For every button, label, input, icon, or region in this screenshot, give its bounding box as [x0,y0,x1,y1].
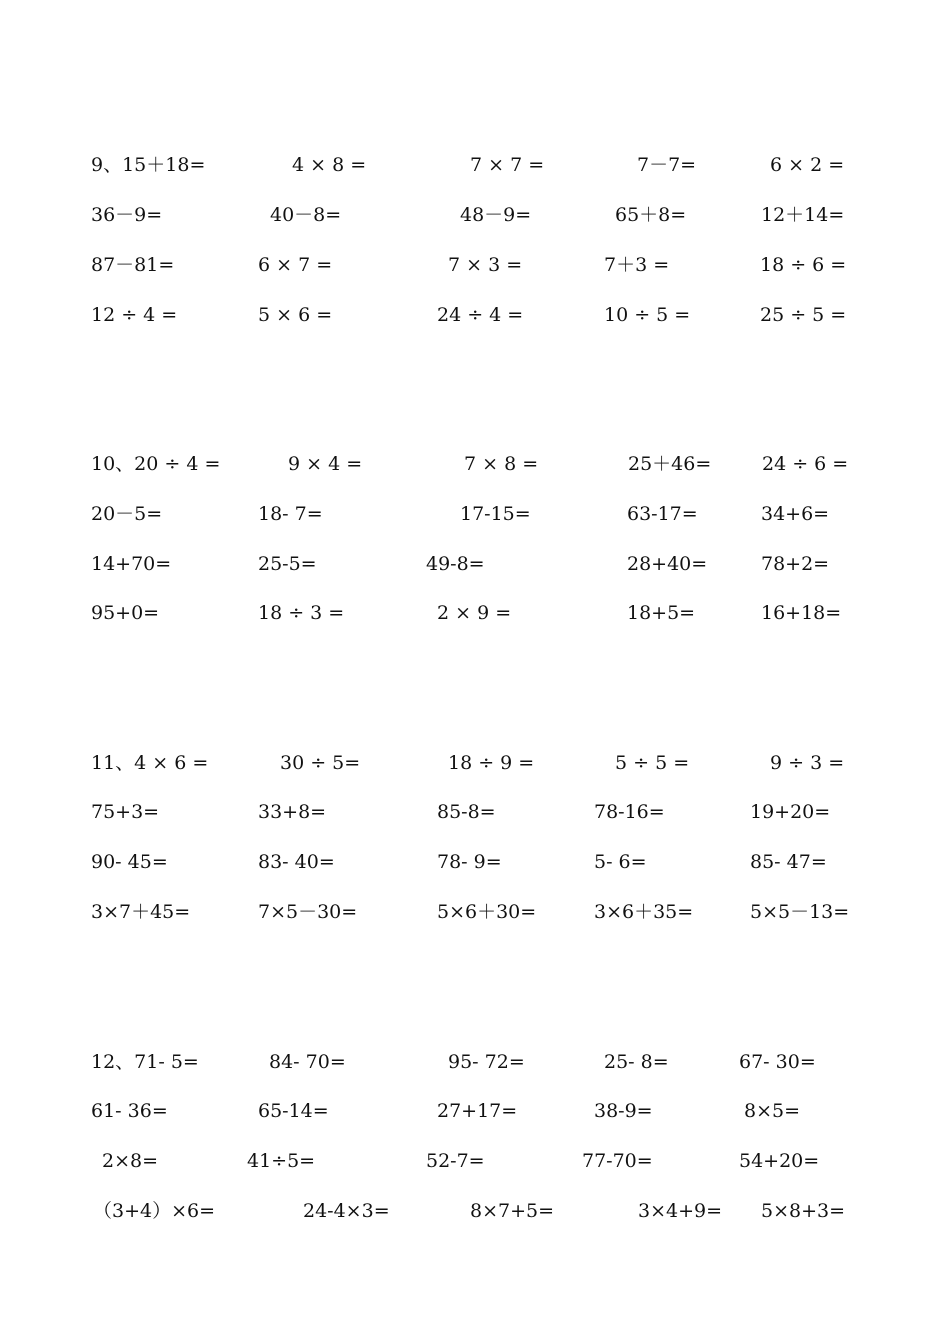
problem: 90- 45= [91,851,168,873]
problem: 4 × 8 = [292,154,367,176]
problem: 10、20 ÷ 4 = [91,453,221,475]
problem: 9、15＋18= [91,154,206,176]
problem: 12 ÷ 4 = [91,304,178,326]
problem: 14+70= [91,553,172,575]
problem: 3×6＋35= [594,901,694,923]
problem: 87－81= [91,254,175,276]
problem: 67- 30= [739,1051,816,1073]
problem: 63-17= [627,503,698,525]
problem: 27+17= [437,1100,518,1122]
problem: 61- 36= [91,1100,168,1122]
problem: 24 ÷ 6 = [762,453,849,475]
problem: 24-4×3= [303,1200,390,1222]
problem: 5×6＋30= [437,901,537,923]
problem: 65＋8= [615,204,687,226]
problem: 25- 8= [604,1051,669,1073]
problem: 20－5= [91,503,163,525]
problem: 9 × 4 = [288,453,363,475]
problem: 40－8= [270,204,342,226]
problem: 78- 9= [437,851,502,873]
problem: 77-70= [582,1150,653,1172]
problem: 78-16= [594,801,665,823]
problem: 84- 70= [269,1051,346,1073]
problem: 48－9= [460,204,532,226]
problem: 8×7+5= [470,1200,555,1222]
problem: 12、71- 5= [91,1051,199,1073]
problem: 95- 72= [448,1051,525,1073]
problem: 7×5－30= [258,901,358,923]
problem: 11、4 × 6 = [91,752,209,774]
problem: 24 ÷ 4 = [437,304,524,326]
problem: 36－9= [91,204,163,226]
problem: 9 ÷ 3 = [770,752,845,774]
problem: 85-8= [437,801,496,823]
problem: 49-8= [426,553,485,575]
problem: 19+20= [750,801,831,823]
problem: 10 ÷ 5 = [604,304,691,326]
problem: 7－7= [637,154,697,176]
problem: （3+4）×6= [93,1200,216,1222]
problem: 7 × 3 = [448,254,523,276]
problem: 41÷5= [247,1150,316,1172]
problem: 5 ÷ 5 = [615,752,690,774]
problem: 6 × 2 = [770,154,845,176]
problem: 25 ÷ 5 = [760,304,847,326]
problem: 7 × 8 = [464,453,539,475]
problem: 78+2= [761,553,830,575]
problem: 8×5= [744,1100,801,1122]
problem: 75+3= [91,801,160,823]
problem: 28+40= [627,553,708,575]
problem: 5×8+3= [761,1200,846,1222]
problem: 17-15= [460,503,531,525]
problem: 18 ÷ 9 = [448,752,535,774]
problem: 2×8= [102,1150,159,1172]
problem: 18 ÷ 3 = [258,602,345,624]
problem: 16+18= [761,602,842,624]
problem: 54+20= [739,1150,820,1172]
problem: 25-5= [258,553,317,575]
problem: 5- 6= [594,851,647,873]
problem: 83- 40= [258,851,335,873]
problem: 3×7＋45= [91,901,191,923]
problem: 18 ÷ 6 = [760,254,847,276]
problem: 18- 7= [258,503,323,525]
problem: 95+0= [91,602,160,624]
problem: 6 × 7 = [258,254,333,276]
problem: 3×4+9= [638,1200,723,1222]
problem: 2 × 9 = [437,602,512,624]
problem: 5 × 6 = [258,304,333,326]
problem: 18+5= [627,602,696,624]
problem: 52-7= [426,1150,485,1172]
problem: 65-14= [258,1100,329,1122]
problem: 25＋46= [628,453,712,475]
problem: 85- 47= [750,851,827,873]
problem: 7＋3 = [604,254,670,276]
problem: 34+6= [761,503,830,525]
problem: 30 ÷ 5= [280,752,361,774]
problem: 5×5－13= [750,901,850,923]
problem: 38-9= [594,1100,653,1122]
problem: 7 × 7 = [470,154,545,176]
problem: 33+8= [258,801,327,823]
problem: 12＋14= [761,204,845,226]
